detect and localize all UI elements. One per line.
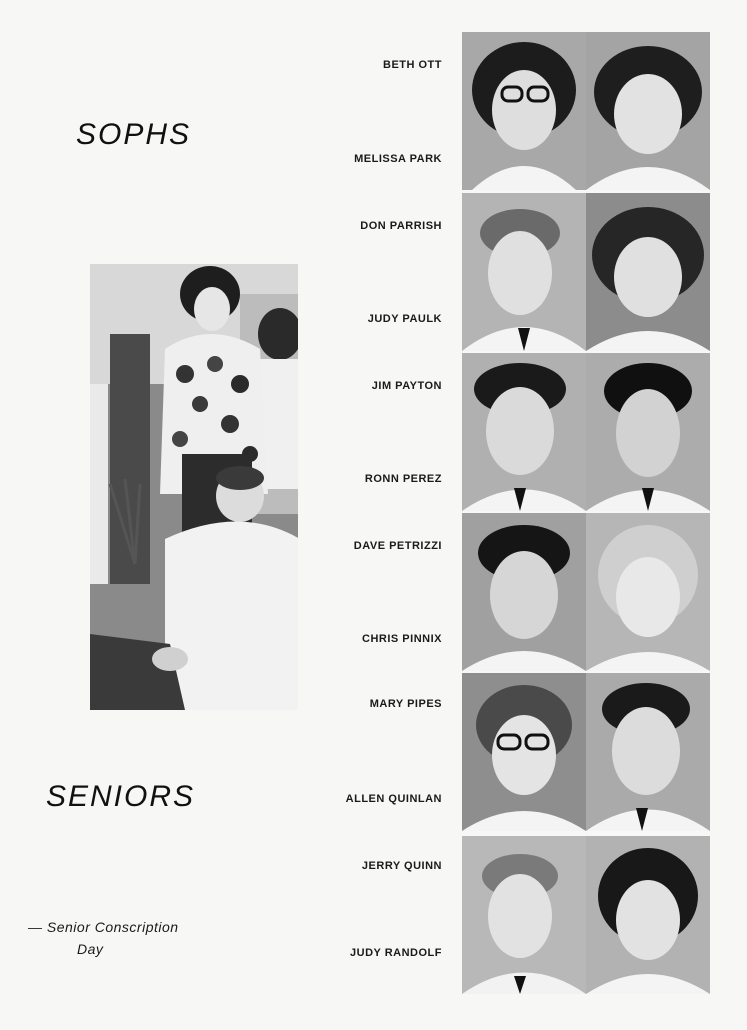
student-name: BETH OTT [383,59,442,71]
student-name: MARY PIPES [369,698,442,710]
portrait-photo [462,193,586,351]
seniors-heading: SENIORS [46,780,196,813]
portrait-photo [462,32,586,190]
portrait-photo [462,353,586,511]
portrait-photo [586,836,710,994]
student-name: ALLEN QUINLAN [345,793,442,805]
photo-caption [28,916,228,960]
portrait-photo [586,353,710,511]
caption-line-2: Day [77,941,104,957]
student-name: DON PARRISH [360,220,442,232]
portrait-photo [462,513,586,671]
portrait-photo [586,193,710,351]
portrait-photo [586,673,710,831]
candid-photo [90,264,298,710]
portrait-photo [462,673,586,831]
sophs-heading: SOPHS [76,118,192,151]
student-name: JIM PAYTON [371,380,442,392]
caption-line-1: — Senior Conscription [28,919,179,935]
portrait-photo [462,836,586,994]
student-name: JUDY RANDOLF [350,947,442,959]
student-name: RONN PEREZ [364,473,442,485]
student-name: CHRIS PINNIX [362,633,442,645]
student-name: MELISSA PARK [354,153,442,165]
portrait-photo [586,513,710,671]
student-name: JUDY PAULK [367,313,442,325]
student-name: DAVE PETRIZZI [353,540,442,552]
student-name: JERRY QUINN [361,860,442,872]
portrait-photo [586,32,710,190]
